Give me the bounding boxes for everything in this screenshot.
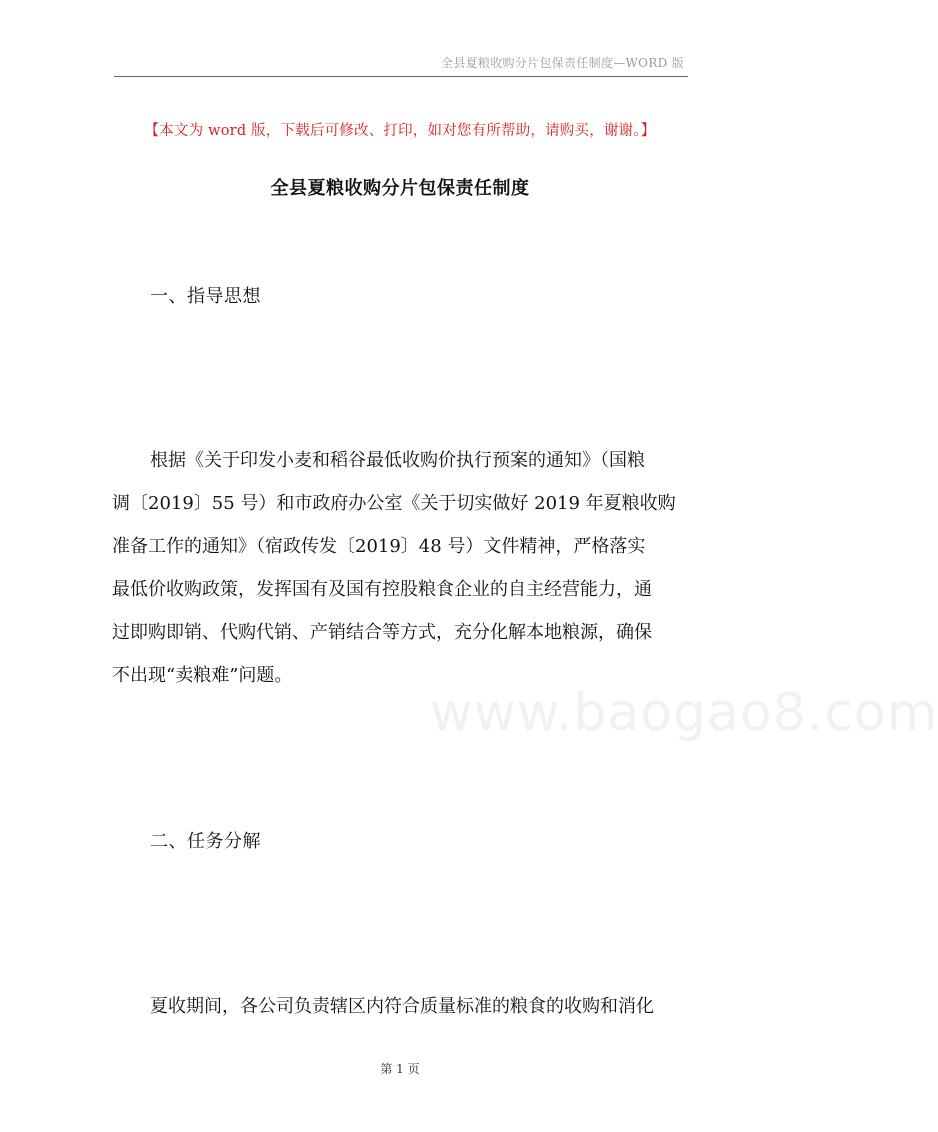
watermark: www.baogao8.com <box>430 683 938 743</box>
paragraph-line: 调〔2019〕55 号）和市政府办公室《关于切实做好 2019 年夏粮收购 <box>112 493 676 514</box>
paragraph-line: 最低价收购政策，发挥国有及国有控股粮食企业的自主经营能力，通 <box>112 579 652 600</box>
paragraph-line: 准备工作的通知》（宿政传发〔2019〕48 号）文件精神，严格落实 <box>112 536 646 557</box>
page-number: 第 1 页 <box>380 1062 420 1076</box>
section-heading-task-breakdown: 二、任务分解 <box>150 831 261 852</box>
paragraph-line: 过即购即销、代购代销、产销结合等方式，充分化解本地粮源，确保 <box>112 622 652 643</box>
paragraph-line: 根据《关于印发小麦和稻谷最低收购价执行预案的通知》（国粮 <box>150 450 645 471</box>
paragraph-line: 不出现“卖粮难”问题。 <box>112 665 293 686</box>
purchase-notice: 【本文为 word 版，下载后可修改、打印，如对您有所帮助，请购买，谢谢。】 <box>144 123 656 139</box>
running-header: 全县夏粮收购分片包保责任制度—WORD 版 <box>441 56 684 70</box>
document-title: 全县夏粮收购分片包保责任制度 <box>270 178 530 199</box>
header-rule <box>114 76 688 77</box>
section-heading-guiding-ideology: 一、指导思想 <box>150 286 261 307</box>
paragraph-line: 夏收期间，各公司负责辖区内符合质量标准的粮食的收购和消化 <box>150 996 654 1017</box>
